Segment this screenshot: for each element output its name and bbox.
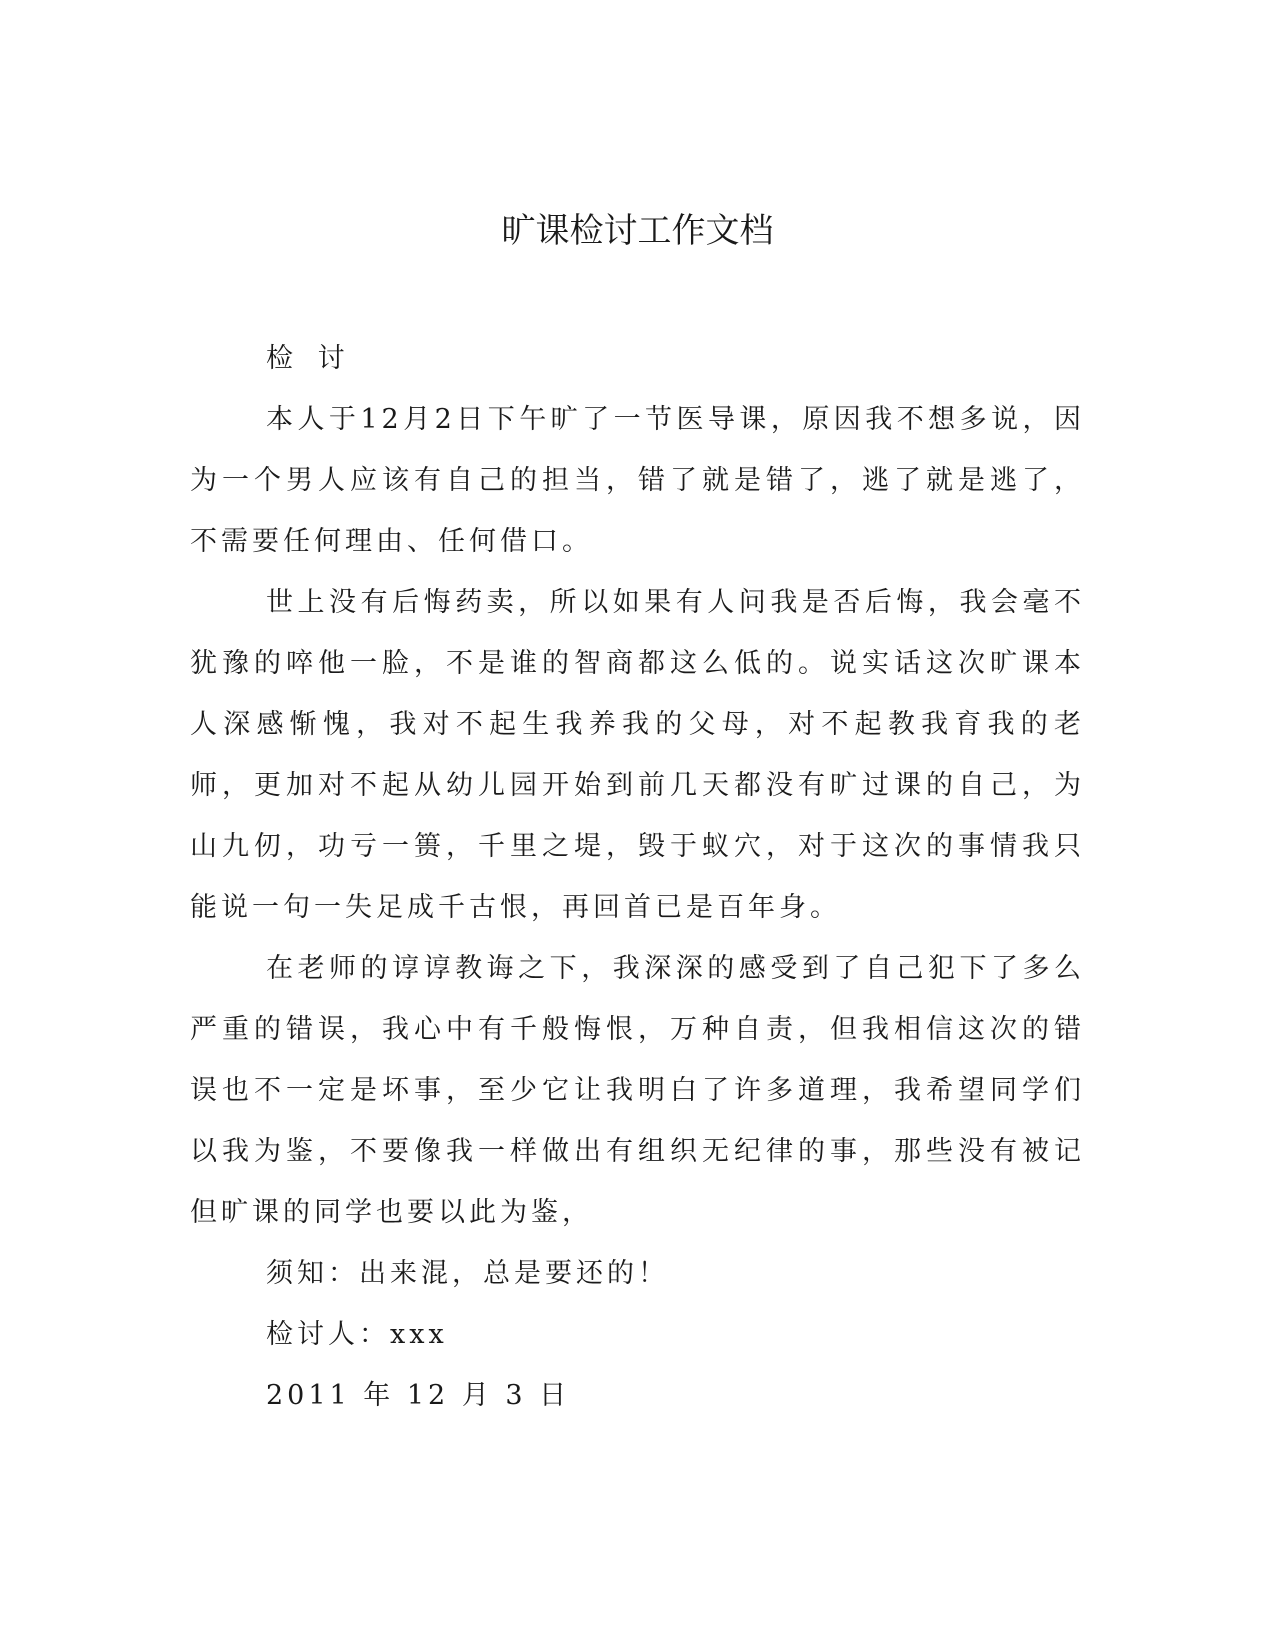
document-heading: 检 讨: [266, 343, 353, 374]
body-paragraph-1: 本人于12月2日下午旷了一节医导课，原因我不想多说，因为一个男人应该有自己的担当，错了就是错了，逃了就是逃了，不需要任何理由、任何借口。: [190, 404, 1085, 557]
document-title: 旷课检讨工作文档: [501, 211, 774, 251]
signer-line: 检讨人：xxx: [266, 1319, 448, 1350]
document-body: [190, 328, 1085, 1426]
body-paragraph-2: 世上没有后悔药卖，所以如果有人问我是否后悔，我会毫不犹豫的啐他一脸，不是谁的智商都这么低的。说实话这次旷课本人深感惭愧，我对不起生我养我的父母，对不起教我育我的老师，更加对不起从幼儿园开始到前几天都没有旷过课的自己，为山九仞，功亏一篑，千里之堤，毁于蚁穴，对于这次的事情我只能说一句一失足成千古恨，再回首已是百年身。: [190, 587, 1085, 923]
body-paragraph-3: 在老师的谆谆教诲之下，我深深的感受到了自己犯下了多么严重的错误，我心中有千般悔恨，万种自责，但我相信这次的错误也不一定是坏事，至少它让我明白了许多道理，我希望同学们以我为鉴，不要像我一样做出有组织无纪律的事，那些没有被记但旷课的同学也要以此为鉴，: [190, 953, 1085, 1228]
date-line: 2011 年 12 月 3 日: [266, 1380, 571, 1411]
motto-line: 须知：出来混，总是要还的！: [266, 1258, 669, 1289]
